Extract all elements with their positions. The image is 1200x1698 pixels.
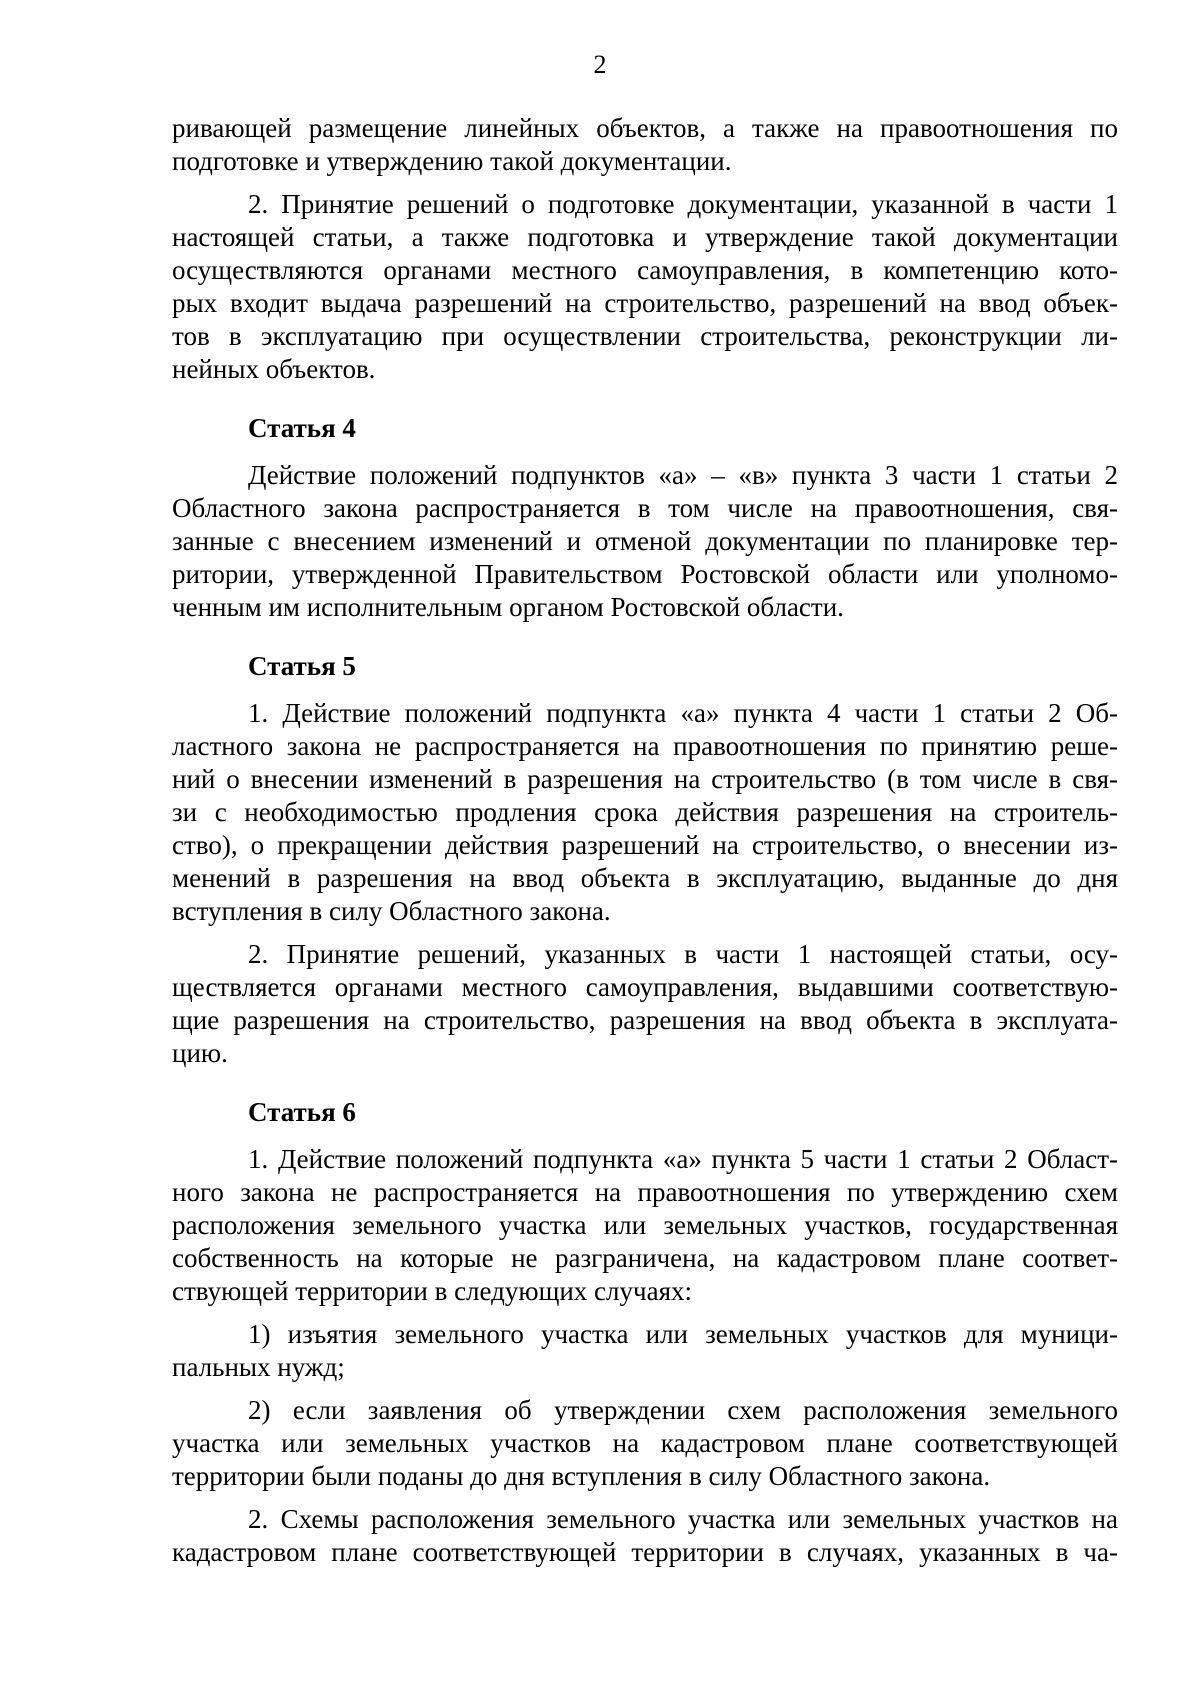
paragraph-line: нейных объектов. bbox=[172, 354, 376, 384]
paragraph-line: ного закона не распространяется на правоотношения по утверждению схем bbox=[172, 1177, 1118, 1207]
paragraph-line: 2) если заявления об утверждении схем расположения земельного bbox=[248, 1395, 1118, 1425]
paragraph-line: ластного закона не распространяется на правоотношения по принятию реше- bbox=[172, 731, 1118, 761]
paragraph-line: вступления в силу Областного закона. bbox=[172, 896, 611, 926]
document-body bbox=[172, 112, 1118, 1579]
paragraph-line: 1. Действие положений подпункта «а» пункта 5 части 1 статьи 2 Област- bbox=[248, 1144, 1118, 1174]
paragraph bbox=[172, 1394, 1118, 1493]
paragraph-line: кадастровом плане соответствующей территории в случаях, указанных в ча- bbox=[172, 1537, 1118, 1567]
paragraph-line: ний о внесении изменений в разрешения на строительство (в том числе в свя- bbox=[172, 764, 1118, 794]
paragraph-line: территории были поданы до дня вступления в силу Областного закона. bbox=[172, 1461, 991, 1491]
article-heading: Статья 5 bbox=[248, 651, 356, 681]
paragraph-line: ство), о прекращении действия разрешений на строительство, о внесении из- bbox=[172, 830, 1118, 860]
paragraph-line: 2. Принятие решений о подготовке документации, указанной в части 1 bbox=[248, 189, 1118, 219]
paragraph bbox=[172, 459, 1118, 624]
paragraph-line: ствующей территории в следующих случаях: bbox=[172, 1276, 693, 1306]
paragraph-line: 1) изъятия земельного участка или земельных участков для муници- bbox=[248, 1319, 1118, 1349]
paragraph bbox=[172, 938, 1118, 1070]
paragraph-line: Действие положений подпунктов «а» – «в» пункта 3 части 1 статьи 2 bbox=[248, 460, 1118, 490]
paragraph-line: 2. Принятие решений, указанных в части 1 настоящей статьи, осу- bbox=[248, 939, 1118, 969]
paragraph bbox=[172, 1143, 1118, 1308]
paragraph bbox=[172, 697, 1118, 928]
paragraph bbox=[172, 112, 1118, 178]
page-number: 2 bbox=[593, 50, 607, 79]
paragraph-line: цию. bbox=[172, 1038, 228, 1068]
paragraph-line: подготовке и утверждению такой документации. bbox=[172, 146, 732, 176]
paragraph-line: менений в разрешения на ввод объекта в эксплуатацию, выданные до дня bbox=[172, 863, 1118, 893]
paragraph-line: пальных нужд; bbox=[172, 1352, 345, 1382]
paragraph-line: собственность на которые не разграничена, на кадастровом плане соответ- bbox=[172, 1243, 1118, 1273]
paragraph-line: Областного закона распространяется в том числе на правоотношения, свя- bbox=[172, 493, 1118, 523]
paragraph-line: осуществляются органами местного самоуправления, в компетенцию кото- bbox=[172, 255, 1118, 285]
paragraph-line: участка или земельных участков на кадастровом плане соответствующей bbox=[172, 1428, 1118, 1458]
paragraph-line: ривающей размещение линейных объектов, а также на правоотношения по bbox=[172, 113, 1118, 143]
paragraph-line: ществляется органами местного самоуправления, выдавшими соответствую- bbox=[172, 972, 1118, 1002]
paragraph bbox=[172, 188, 1118, 386]
article-heading: Статья 6 bbox=[248, 1097, 356, 1127]
article-heading: Статья 4 bbox=[248, 413, 356, 443]
paragraph-line: ченным им исполнительным органом Ростовской области. bbox=[172, 592, 844, 622]
paragraph-line: рых входит выдача разрешений на строительство, разрешений на ввод объек- bbox=[172, 288, 1118, 318]
paragraph-line: зи с необходимостью продления срока действия разрешения на строитель- bbox=[172, 797, 1118, 827]
paragraph-line: занные с внесением изменений и отменой документации по планировке тер- bbox=[172, 526, 1118, 556]
paragraph-line: настоящей статьи, а также подготовка и утверждение такой документации bbox=[172, 222, 1118, 252]
paragraph-line: расположения земельного участка или земельных участков, государственная bbox=[172, 1210, 1118, 1240]
paragraph bbox=[172, 1503, 1118, 1569]
paragraph-line: 1. Действие положений подпункта «а» пункта 4 части 1 статьи 2 Об- bbox=[248, 698, 1118, 728]
paragraph-line: щие разрешения на строительство, разрешения на ввод объекта в эксплуата- bbox=[172, 1005, 1118, 1035]
paragraph-line: ритории, утвержденной Правительством Ростовской области или уполномо- bbox=[172, 559, 1118, 589]
paragraph-line: тов в эксплуатацию при осуществлении строительства, реконструкции ли- bbox=[172, 321, 1118, 351]
paragraph bbox=[172, 1318, 1118, 1384]
paragraph-line: 2. Схемы расположения земельного участка или земельных участков на bbox=[248, 1504, 1118, 1534]
